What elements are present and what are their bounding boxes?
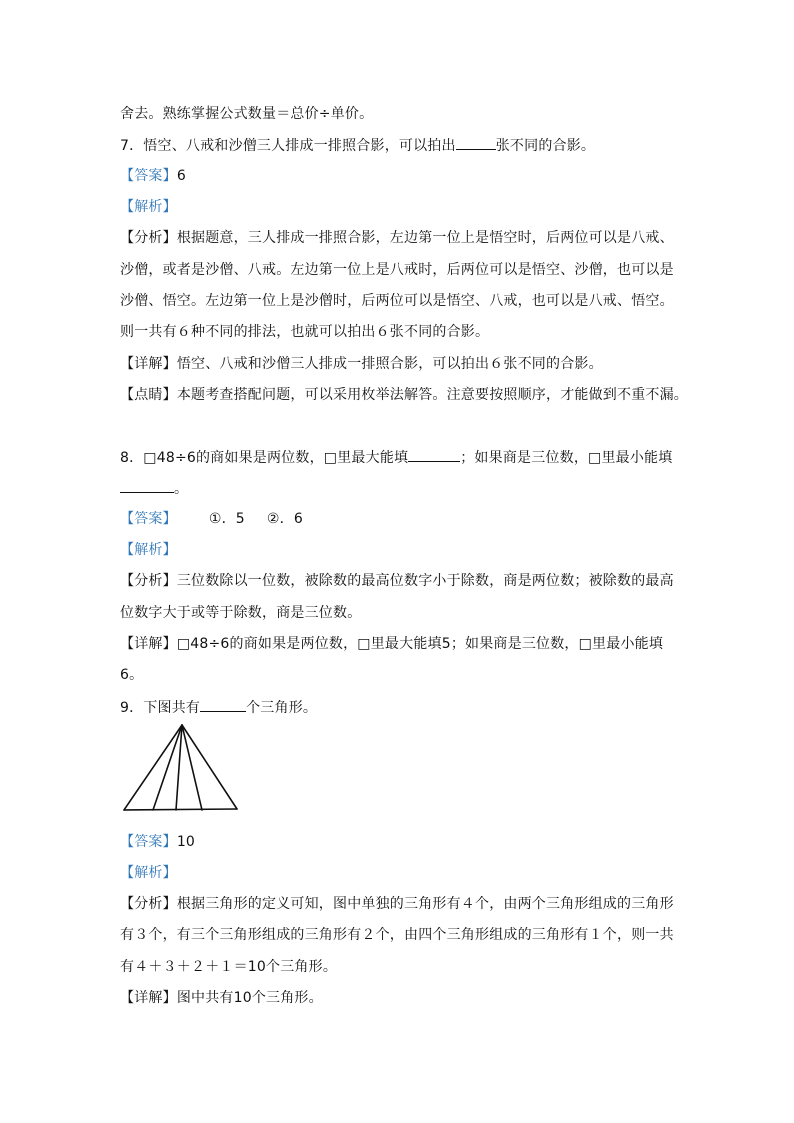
- q8-fenxi-text: 三位数除以一位数，被除数的最高位数字小于除数，商是两位数；被除数的最高: [176, 573, 674, 589]
- q8-detail-line-2: 6。: [120, 667, 144, 683]
- answer-tag: 【答案】: [120, 168, 177, 184]
- q8-stem-end: 。: [174, 481, 189, 497]
- q7-fenxi-line-1: [120, 228, 674, 248]
- fenxi-tag: 【分析】: [120, 896, 177, 912]
- q7-answer-value: 6: [176, 168, 186, 184]
- q9-fenxi-line-2: 有３个，有三个三角形组成的三角形有２个，由四个三角形组成的三角形有１个，则一共: [120, 927, 674, 943]
- triangle-base: [124, 809, 237, 810]
- q7-analysis-head: [120, 197, 177, 217]
- q9-detail: [120, 988, 323, 1008]
- analysis-tag: 【解析】: [120, 865, 177, 881]
- analysis-tag: 【解析】: [120, 199, 177, 215]
- q7-stem: [120, 135, 595, 156]
- q9-answer-blank: [200, 697, 246, 712]
- q9-stem-before: 9．下图共有: [120, 700, 201, 716]
- xiangjie-tag: 【详解】: [120, 356, 177, 372]
- q9-analysis-head: [120, 863, 177, 883]
- q8-stem-part-b: ；如果商是三位数，□里最小能填: [460, 450, 673, 466]
- q7-detail-text: 悟空、八戒和沙僧三人排成一排照合影，可以拍出６张不同的合影。: [176, 356, 603, 372]
- q8-stem-line-1: [120, 447, 672, 468]
- q9-fenxi-line-3: 有４＋３＋２＋１＝10个三角形。: [120, 959, 338, 975]
- triangle-cevian-3: [182, 725, 202, 810]
- answer-tag: 【答案】: [120, 834, 177, 850]
- q7-point-text: 本题考查搭配问题，可以采用枚举法解答。注意要按照顺序，才能做到不重不漏。: [176, 387, 689, 403]
- q8-answer-b: ②．6: [266, 511, 303, 527]
- q9-stem-after: 个三角形。: [246, 700, 318, 716]
- q8-detail-text: □48÷6的商如果是两位数，□里最大能填5；如果商是三位数，□里最小能填: [176, 636, 664, 652]
- q8-answer-a: ①．5: [208, 511, 245, 527]
- q9-fenxi-text: 根据三角形的定义可知，图中单独的三角形有４个，由两个三角形组成的三角形: [176, 896, 674, 912]
- q9-answer: [120, 832, 195, 852]
- q7-fenxi-line-3: 沙僧、悟空。左边第一位上是沙僧时，后两位可以是悟空、八戒，也可以是八戒、悟空。: [120, 293, 674, 309]
- q8-answer: [120, 509, 303, 529]
- dianjing-tag: 【点睛】: [120, 387, 177, 403]
- q8-fenxi-line-1: [120, 571, 674, 591]
- q8-stem-part-a: 8．□48÷6的商如果是两位数，□里最大能填: [120, 450, 409, 466]
- q7-stem-before: 7．悟空、八戒和沙僧三人排成一排照合影，可以拍出: [120, 138, 456, 154]
- intro-text: 舍去。熟练掌握公式数量＝总价÷单价。: [120, 106, 374, 122]
- q7-answer: [120, 166, 186, 186]
- q7-detail: [120, 354, 603, 374]
- q7-point: [120, 385, 688, 405]
- xiangjie-tag: 【详解】: [120, 636, 177, 652]
- q7-fenxi-line-2: 沙僧，或者是沙僧、八戒。左边第一位上是八戒时，后两位可以是悟空、沙僧，也可以是: [120, 262, 674, 278]
- triangle-left-side: [124, 725, 182, 810]
- analysis-tag: 【解析】: [120, 542, 177, 558]
- q7-answer-blank: [456, 135, 496, 150]
- fenxi-tag: 【分析】: [120, 573, 177, 589]
- triangle-right-side: [182, 725, 237, 809]
- q9-stem: [120, 697, 317, 718]
- answer-tag: 【答案】: [120, 511, 177, 527]
- q9-detail-text: 图中共有10个三角形。: [176, 990, 323, 1006]
- q7-stem-after: 张不同的合影。: [495, 138, 596, 154]
- q7-fenxi-text: 根据题意，三人排成一排照合影，左边第一位上是悟空时，后两位可以是八戒、: [176, 230, 674, 246]
- q8-detail-line-1: [120, 634, 663, 654]
- q9-answer-value: 10: [176, 834, 196, 850]
- triangle-figure: [118, 722, 242, 814]
- q8-blank-2: [120, 478, 174, 493]
- xiangjie-tag: 【详解】: [120, 990, 177, 1006]
- q7-fenxi-line-4: 则一共有６种不同的排法，也就可以拍出６张不同的合影。: [120, 324, 490, 340]
- q8-blank-1: [408, 447, 460, 462]
- q9-fenxi-line-1: [120, 894, 674, 914]
- q8-stem-line-2: [120, 478, 188, 499]
- fenxi-tag: 【分析】: [120, 230, 177, 246]
- q8-analysis-head: [120, 540, 177, 560]
- q8-fenxi-line-2: 位数字大于或等于除数，商是三位数。: [120, 605, 362, 621]
